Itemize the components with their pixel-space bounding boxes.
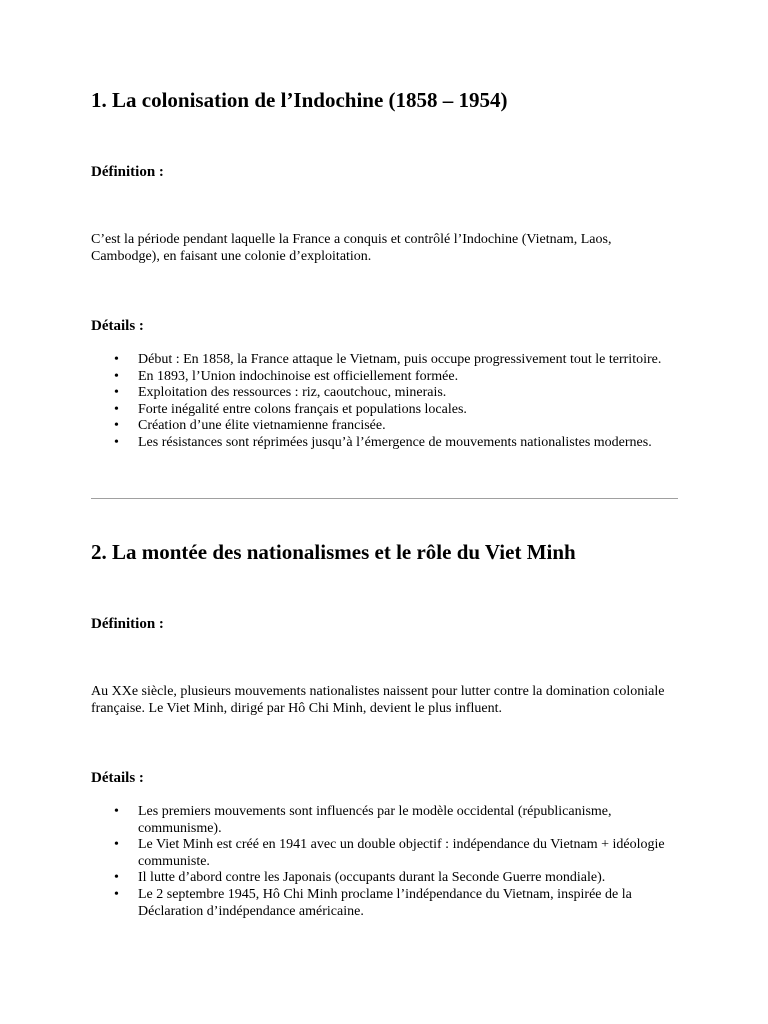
list-item-text: Exploitation des ressources : riz, caoutchouc, minerais. [138,385,447,401]
list-item [91,352,678,369]
list-item [91,870,678,887]
list-item [91,418,678,435]
list-item-text: Création d’une élite vietnamienne francisée. [138,418,386,434]
list-item [91,837,678,870]
list-item-text: Le 2 septembre 1945, Hô Chi Minh proclame l’indépendance du Vietnam, inspirée de la Déclaration d’indépendance américaine. [138,886,632,919]
list-item-text: Forte inégalité entre colons français et populations locales. [138,401,467,417]
bullet-icon: • [114,368,119,384]
list-item [91,385,678,402]
bullet-icon: • [114,352,119,367]
bullet-icon: • [114,434,119,450]
list-item-text: Début : En 1858, la France attaque le Vietnam, puis occupe progressivement tout le territoire. [138,352,662,367]
list-item-text: Les premiers mouvements sont influencés par le modèle occidental (républicanisme, communisme). [138,804,612,836]
bullet-icon: • [114,870,119,886]
section-1-definition-text: C’est la période pendant laquelle la France a conquis et contrôlé l’Indochine (Vietnam, Laos, Cambodge), en faisant une colonie d’exploitation. [91,232,612,264]
section-divider [91,498,678,499]
section-1-definition-label: Définition : [91,164,164,180]
list-item-text: En 1893, l’Union indochinoise est officiellement formée. [138,368,459,384]
bullet-icon: • [114,837,119,853]
section-1-details-list [91,352,678,452]
section-2-details-list [91,804,678,920]
list-item [91,402,678,419]
list-item [91,887,678,920]
bullet-icon: • [114,804,119,819]
bullet-icon: • [114,401,119,417]
list-item-text: Il lutte d’abord contre les Japonais (occupants durant la Seconde Guerre mondiale). [138,870,606,886]
bullet-icon: • [114,886,119,902]
list-item [91,435,678,452]
bullet-icon: • [114,418,119,434]
list-item-text: Le Viet Minh est créé en 1941 avec un double objectif : indépendance du Vietnam + idéologie communiste. [138,837,665,869]
section-2-title: 2. La montée des nationalismes et le rôle du Viet Minh [91,540,576,564]
section-1-details-label: Détails : [91,318,144,334]
section-1-title: 1. La colonisation de l’Indochine (1858 – 1954) [91,88,508,112]
list-item [91,369,678,386]
list-item-text: Les résistances sont réprimées jusqu’à l’émergence de mouvements nationalistes modernes. [138,434,652,450]
section-2-definition-label: Définition : [91,616,164,632]
list-item [91,804,678,837]
section-2-details-label: Détails : [91,770,144,786]
section-2-definition-text: Au XXe siècle, plusieurs mouvements nationalistes naissent pour lutter contre la domination coloniale française. Le Viet Minh, dirigé par Hô Chi Minh, devient le plus influent. [91,684,665,716]
bullet-icon: • [114,385,119,401]
